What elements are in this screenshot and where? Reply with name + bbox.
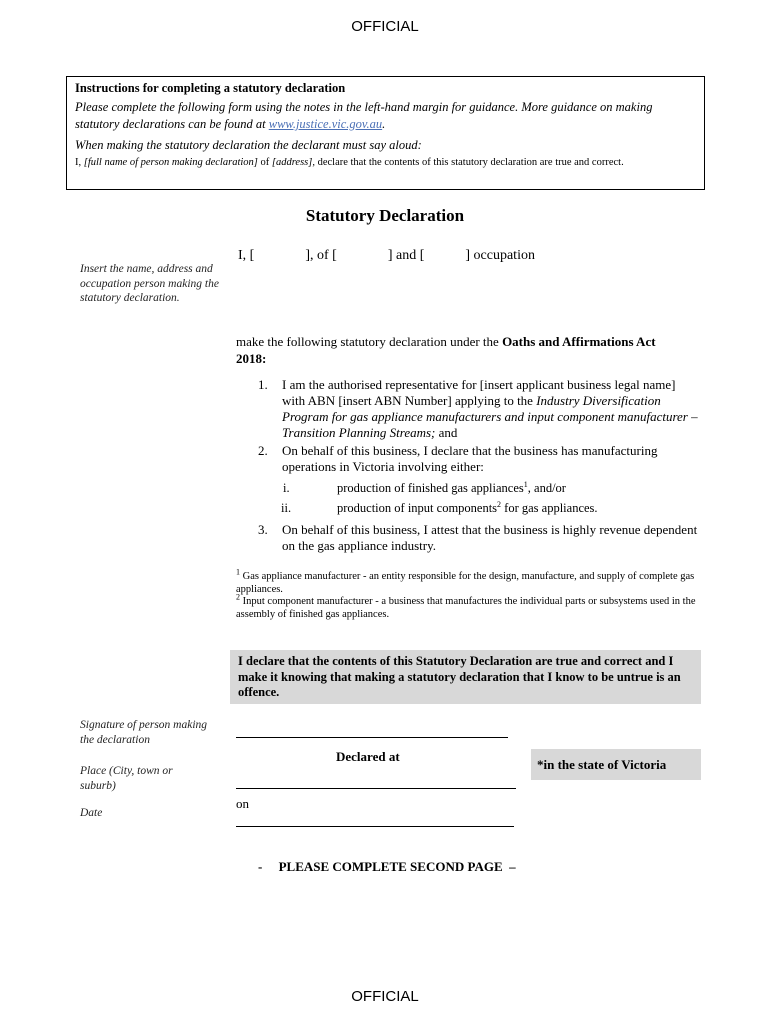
subitem-number: i. bbox=[283, 481, 290, 495]
sample-declaration bbox=[75, 156, 696, 170]
place-line[interactable] bbox=[236, 780, 516, 789]
footer-classification: OFFICIAL bbox=[351, 988, 419, 1005]
state-box: *in the state of Victoria bbox=[531, 749, 701, 780]
item-text: On behalf of this business, I declare that the business has manufacturing operations in Victoria involving either: bbox=[282, 443, 658, 474]
declaration-box: I declare that the contents of this Statutory Declaration are true and correct and I make it knowing that making a statutory declaration that I know to be untrue is an offence. bbox=[230, 650, 701, 704]
subitem-text-b: for gas appliances. bbox=[501, 501, 598, 515]
item-number: 2. bbox=[258, 443, 268, 458]
list-item bbox=[258, 443, 698, 475]
subitem-text-b: , and/or bbox=[527, 481, 566, 495]
sample-of: of bbox=[260, 157, 270, 168]
date-line[interactable] bbox=[236, 818, 514, 827]
decl-and: ] and [ bbox=[387, 248, 425, 263]
subitem-text-a: production of input components bbox=[337, 501, 498, 515]
footnote-1 bbox=[236, 567, 696, 596]
item-text-end: and bbox=[438, 425, 458, 440]
decl-i: I, [ bbox=[238, 248, 255, 263]
document-title: Statutory Declaration bbox=[305, 206, 465, 225]
margin-note-signature: Signature of person making the declaration bbox=[80, 719, 208, 746]
justice-link[interactable]: www.justice.vic.gov.au bbox=[268, 117, 383, 131]
footnote-marker: 1 bbox=[236, 567, 240, 577]
list-item bbox=[258, 377, 698, 441]
program-name: Industry Diversification Program for gas appliance manufacturers and input component manufacturer – Transition Planning Streams; bbox=[282, 393, 698, 440]
subitem-number: ii. bbox=[281, 501, 292, 515]
intro-paragraph bbox=[236, 333, 686, 367]
subitem-text-a: production of finished gas appliances bbox=[337, 481, 524, 495]
decl-of: ], of [ bbox=[305, 248, 337, 263]
instructions-box bbox=[66, 76, 705, 190]
sample-prefix: I, bbox=[75, 157, 82, 168]
sub-list-item bbox=[283, 480, 683, 496]
subitem-text bbox=[337, 481, 566, 495]
signature-line[interactable] bbox=[236, 727, 508, 738]
footnote-text: Input component manufacturer - a business that manufactures the individual parts or subsystems used in the assembly of finished gas appliances. bbox=[236, 596, 696, 620]
subitem-text bbox=[337, 501, 598, 515]
intro-act: Oaths and Affirmations Act 2018: bbox=[236, 334, 656, 366]
sample-rest: declare that the contents of this statutory declaration are true and correct. bbox=[317, 157, 624, 168]
sample-address-placeholder: [address], bbox=[271, 157, 315, 168]
sub-list-item bbox=[281, 500, 681, 516]
intro-text: make the following statutory declaration under the bbox=[236, 334, 499, 349]
item-number: 3. bbox=[258, 522, 268, 537]
guidance-text: Please complete the following form using the notes in the left-hand margin for guidance. More guidance on making statutory declarations can be found at bbox=[75, 100, 653, 131]
margin-note-name: Insert the name, address and occupation person making the statutory declaration. bbox=[80, 263, 219, 304]
margin-note-place: Place (City, town or suburb) bbox=[80, 765, 173, 792]
item-text: On behalf of this business, I attest that the business is highly revenue dependent on the gas appliance industry. bbox=[282, 522, 698, 553]
margin-note-date: Date bbox=[80, 807, 103, 819]
footnote-ref: 2 bbox=[497, 499, 502, 509]
footnote-ref: 1 bbox=[523, 479, 528, 489]
guidance-period: . bbox=[382, 117, 386, 131]
complete-second-page-note: - PLEASE COMPLETE SECOND PAGE – bbox=[258, 859, 516, 874]
item-text: I am the authorised representative for [insert applicant business legal name] with ABN [insert ABN Number] applying to the bbox=[282, 377, 676, 408]
on-label: on bbox=[236, 796, 249, 811]
instructions-guidance bbox=[75, 99, 696, 133]
header-classification: OFFICIAL bbox=[351, 18, 419, 35]
instructions-title: Instructions for completing a statutory declaration bbox=[75, 81, 346, 95]
list-item bbox=[258, 522, 698, 554]
item-number: 1. bbox=[258, 377, 268, 392]
decl-occupation: ] occupation bbox=[465, 248, 535, 263]
say-aloud-text: When making the statutory declaration the declarant must say aloud: bbox=[75, 138, 422, 152]
declared-at-label: Declared at bbox=[336, 749, 400, 764]
declarant-line bbox=[238, 248, 535, 264]
footnote-text: Gas appliance manufacturer - an entity responsible for the design, manufacture, and supply of complete gas appliances. bbox=[236, 571, 695, 595]
footnote-marker: 2 bbox=[236, 592, 240, 602]
footnote-2 bbox=[236, 592, 696, 621]
sample-name-placeholder: [full name of person making declaration] bbox=[83, 157, 258, 168]
